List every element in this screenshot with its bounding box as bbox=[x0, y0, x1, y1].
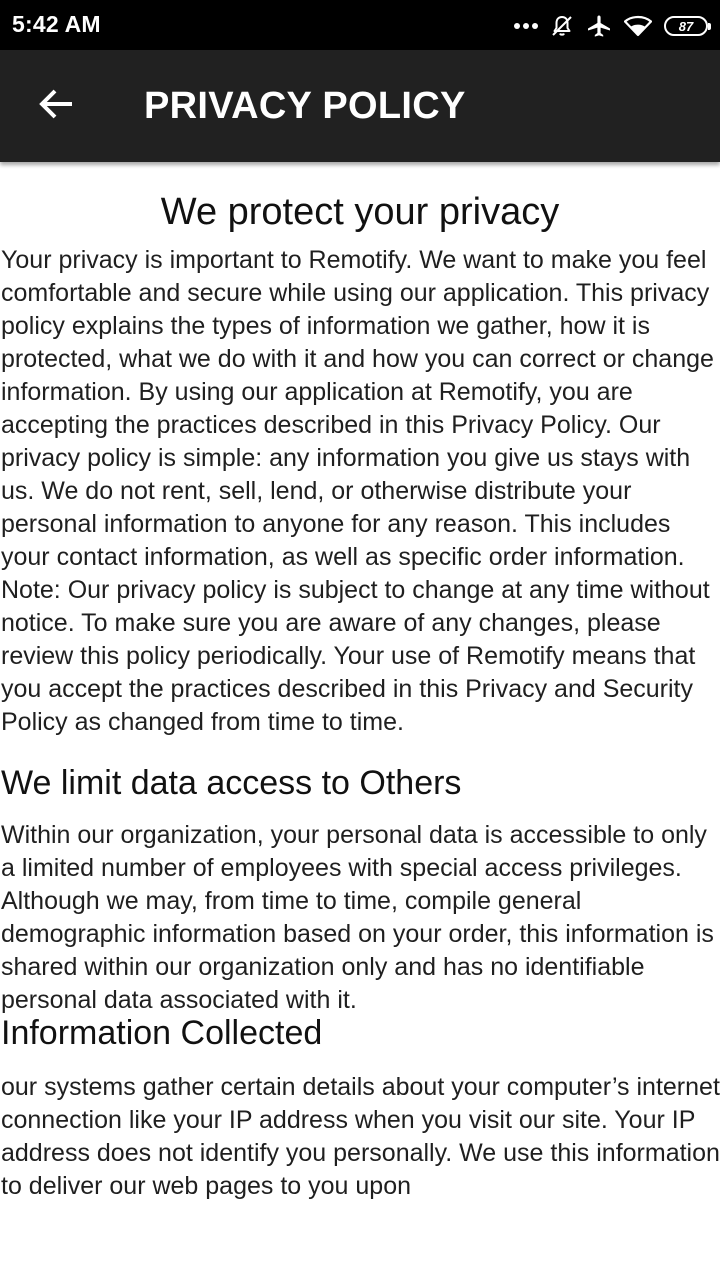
section-body-data-access: Within our organization, your personal data is accessible to only a limited number of employees with special access privileges. Although we may, from time to time, compile general demographic information based on your order, this information is shared within our organization only and has no identifiable personal data associated with it. bbox=[1, 821, 714, 1014]
section-body-information-collected: our systems gather certain details about your computer’s internet connection like your IP address when you visit our site. Your IP address does not identify you personally. We use this information to deliver our web pages to you upon bbox=[1, 1073, 720, 1200]
status-time: 5:42 AM bbox=[12, 11, 101, 37]
airplane-mode-icon bbox=[586, 14, 612, 38]
policy-content[interactable] bbox=[0, 162, 720, 1280]
section-heading-information-collected: Information Collected bbox=[1, 1014, 323, 1052]
wifi-icon bbox=[624, 15, 652, 37]
back-button[interactable] bbox=[28, 78, 84, 134]
policy-title: We protect your privacy bbox=[160, 191, 560, 233]
notifications-off-icon bbox=[550, 14, 574, 38]
intro-paragraph: Your privacy is important to Remotify. We want to make you feel comfortable and secure while using our application. This privacy policy explains the types of information we gather, how it is protected, what we do with it and how you can correct or change information. By using our application at Remotify, you are accepting the practices described in this Privacy Policy. Our privacy policy is simple: any information you give us stays with us. We do not rent, sell, lend, or otherwise distribute your personal information to anyone for any reason. This includes your contact information, as well as specific order information. Note: Our privacy policy is subject to change at any time without notice. To make sure you are aware of any changes, please review this policy periodically. Your use of Remotify means that you accept the practices described in this Privacy and Security Policy as changed from time to time. bbox=[1, 246, 714, 736]
arrow-back-icon bbox=[38, 88, 74, 125]
more-dots-icon bbox=[514, 22, 538, 30]
toolbar-title: PRIVACY POLICY bbox=[144, 85, 466, 127]
battery-level: 87 bbox=[678, 18, 694, 34]
status-bar bbox=[0, 0, 720, 50]
battery-icon bbox=[664, 16, 708, 36]
status-icons bbox=[514, 12, 708, 40]
app-toolbar bbox=[0, 50, 720, 162]
section-heading-data-access: We limit data access to Others bbox=[1, 764, 462, 802]
